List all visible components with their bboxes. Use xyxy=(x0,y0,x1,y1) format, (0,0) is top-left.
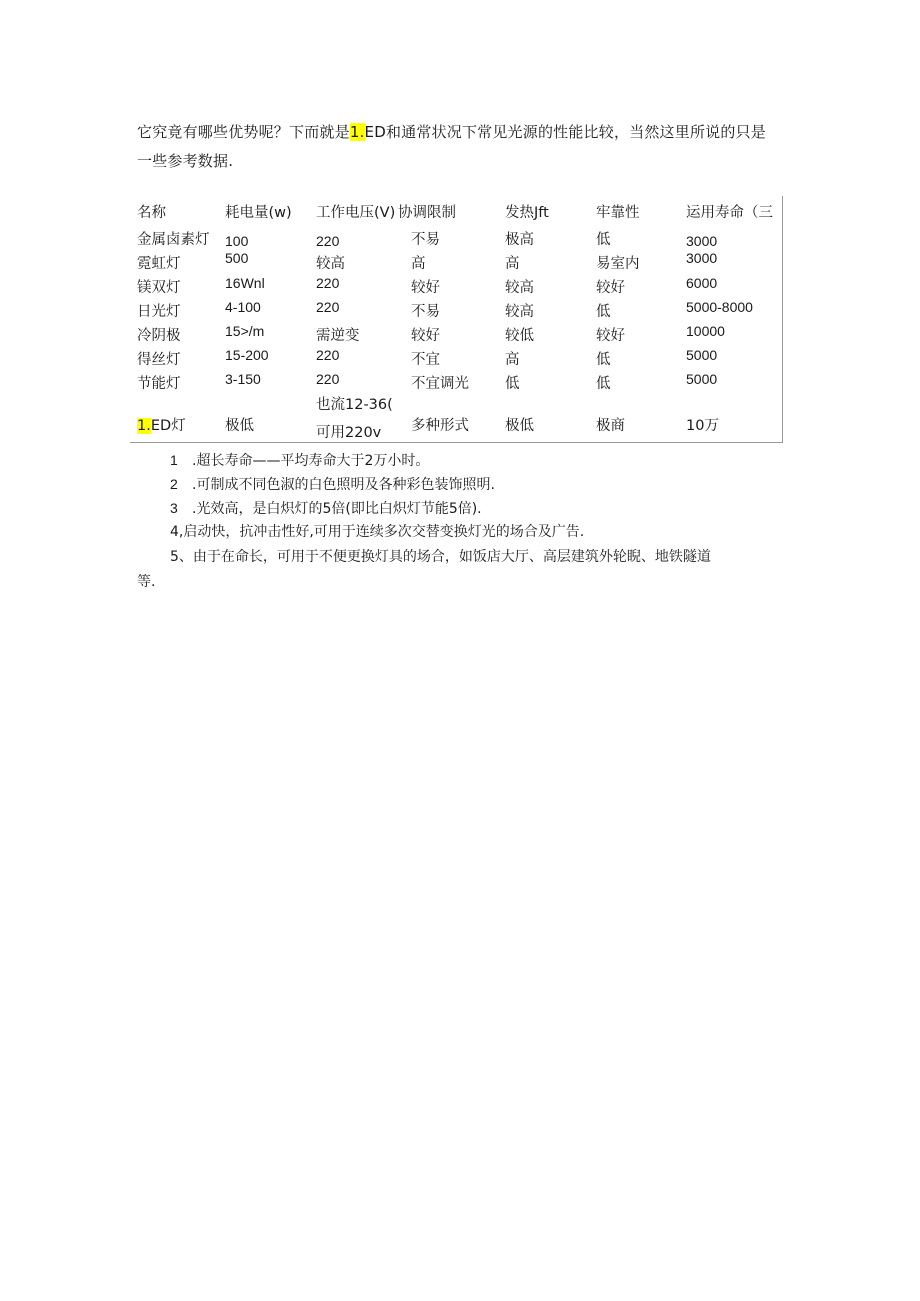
table-cell: 不宜 xyxy=(411,352,440,368)
table-cell: 220 xyxy=(316,371,340,387)
table-cell: 高 xyxy=(505,256,520,272)
table-cell: 易室内 xyxy=(596,256,640,272)
table-cell: 较好 xyxy=(596,280,625,296)
table-cell: 多种形式 xyxy=(411,418,469,434)
table-cell: 100 xyxy=(225,233,249,249)
list-item xyxy=(170,499,482,518)
list-item-text: .光效高，是白炽灯的5倍(即比白炽灯节能5倍). xyxy=(192,501,482,517)
list-item xyxy=(137,573,155,591)
table-cell: 16Wnl xyxy=(225,275,265,291)
table-cell: 霓虹灯 xyxy=(137,256,181,272)
table-cell: 6000 xyxy=(686,275,718,291)
header-heat: 发热Jft xyxy=(505,205,549,221)
table-cell: 低 xyxy=(505,376,520,392)
list-item-number: 2 xyxy=(170,476,178,492)
list-item-text: .可制成不同色淑的白色照明及各种彩色装饰照明. xyxy=(192,477,495,493)
table-cell: 15>/m xyxy=(225,323,265,339)
list-item xyxy=(170,451,429,470)
table-cell: 低 xyxy=(596,232,611,248)
table-cell: 220 xyxy=(316,233,340,249)
table-cell: 低 xyxy=(596,376,611,392)
table-cell: 低 xyxy=(596,304,611,320)
intro-line2: 一些参考数据. xyxy=(137,152,234,170)
table-cell: 日光灯 xyxy=(137,304,181,320)
table-cell: 极低 xyxy=(225,418,254,434)
table-cell: 镁双灯 xyxy=(137,280,181,296)
table-cell: 较低 xyxy=(505,328,534,344)
header-name: 名称 xyxy=(137,205,166,221)
led-highlight: 1. xyxy=(349,123,365,141)
table-cell: 极高 xyxy=(505,232,534,248)
table-cell: 不易 xyxy=(411,304,440,320)
list-item xyxy=(170,548,711,566)
table-cell: 得丝灯 xyxy=(137,352,181,368)
table-cell: 较高 xyxy=(505,304,534,320)
list-item xyxy=(170,475,495,494)
list-item-text: .超长寿命——平均寿命大于2万小时。 xyxy=(192,453,430,469)
intro-line1-start: 它究竟有哪些优势呢？下而就是 xyxy=(137,123,350,141)
table-cell: 高 xyxy=(505,352,520,368)
table-cell: 极商 xyxy=(596,418,625,434)
table-cell: 可用220v xyxy=(316,425,382,441)
table-cell: 3000 xyxy=(686,233,718,249)
table-cell: 高 xyxy=(411,256,426,272)
intro-paragraph xyxy=(137,118,787,176)
table-cell: 较好 xyxy=(411,280,440,296)
header-reliability: 牢靠性 xyxy=(596,205,640,221)
header-lifespan: 运用寿命（三 xyxy=(686,205,773,221)
list-item xyxy=(170,523,584,541)
table-cell: 4-100 xyxy=(225,299,261,315)
led-highlight: 1. xyxy=(137,418,151,434)
intro-line1-end: ED和通常状况下常见光源的性能比较，当然这里所说的只是 xyxy=(364,123,766,141)
table-cell: 10万 xyxy=(686,418,719,434)
header-power: 耗电量(w) xyxy=(225,205,292,221)
list-item-text: 等. xyxy=(137,574,156,590)
table-cell: 低 xyxy=(596,352,611,368)
table-cell: 5000 xyxy=(686,371,718,387)
header-voltage: 工作电压(V) xyxy=(316,205,396,221)
table-cell: 500 xyxy=(225,250,249,266)
table-cell: 5000 xyxy=(686,347,718,363)
table-cell: 冷阴极 xyxy=(137,328,181,344)
table-cell: 5000-8000 xyxy=(686,299,753,315)
table-cell: 10000 xyxy=(686,323,725,339)
table-cell: 较高 xyxy=(505,280,534,296)
table-cell: 15-200 xyxy=(225,347,269,363)
list-item-text: 5、由于在命长，可用于不便更换灯具的场合，如饭店大厅、高层建筑外轮睨、地铁隧道 xyxy=(170,549,711,565)
table-cell: 较高 xyxy=(316,256,345,272)
led-row-name xyxy=(137,417,186,435)
table-cell: 220 xyxy=(316,299,340,315)
table-cell: 较好 xyxy=(596,328,625,344)
list-item-number: 1 xyxy=(170,452,178,468)
table-cell: 220 xyxy=(316,347,340,363)
table-cell: 3000 xyxy=(686,250,718,266)
list-item-text: 4,启动快，抗冲击性好,可用于连续多次交替变换灯光的场合及广告. xyxy=(170,524,585,540)
table-cell: 节能灯 xyxy=(137,376,181,392)
table-cell: 金属卤素灯 xyxy=(137,232,210,248)
table-cell: 3-150 xyxy=(225,371,261,387)
list-item-number: 3 xyxy=(170,500,178,516)
table-cell: 220 xyxy=(316,275,340,291)
table-cell: 较好 xyxy=(411,328,440,344)
table-cell: 也流12-36( xyxy=(316,397,393,413)
header-dimming: 协调限制 xyxy=(398,205,456,221)
table-cell: 不宜调光 xyxy=(411,376,469,392)
table-cell: 极低 xyxy=(505,418,534,434)
table-cell: 需逆变 xyxy=(316,328,360,344)
led-name-rest: ED灯 xyxy=(150,418,186,434)
table-cell: 不易 xyxy=(411,232,440,248)
